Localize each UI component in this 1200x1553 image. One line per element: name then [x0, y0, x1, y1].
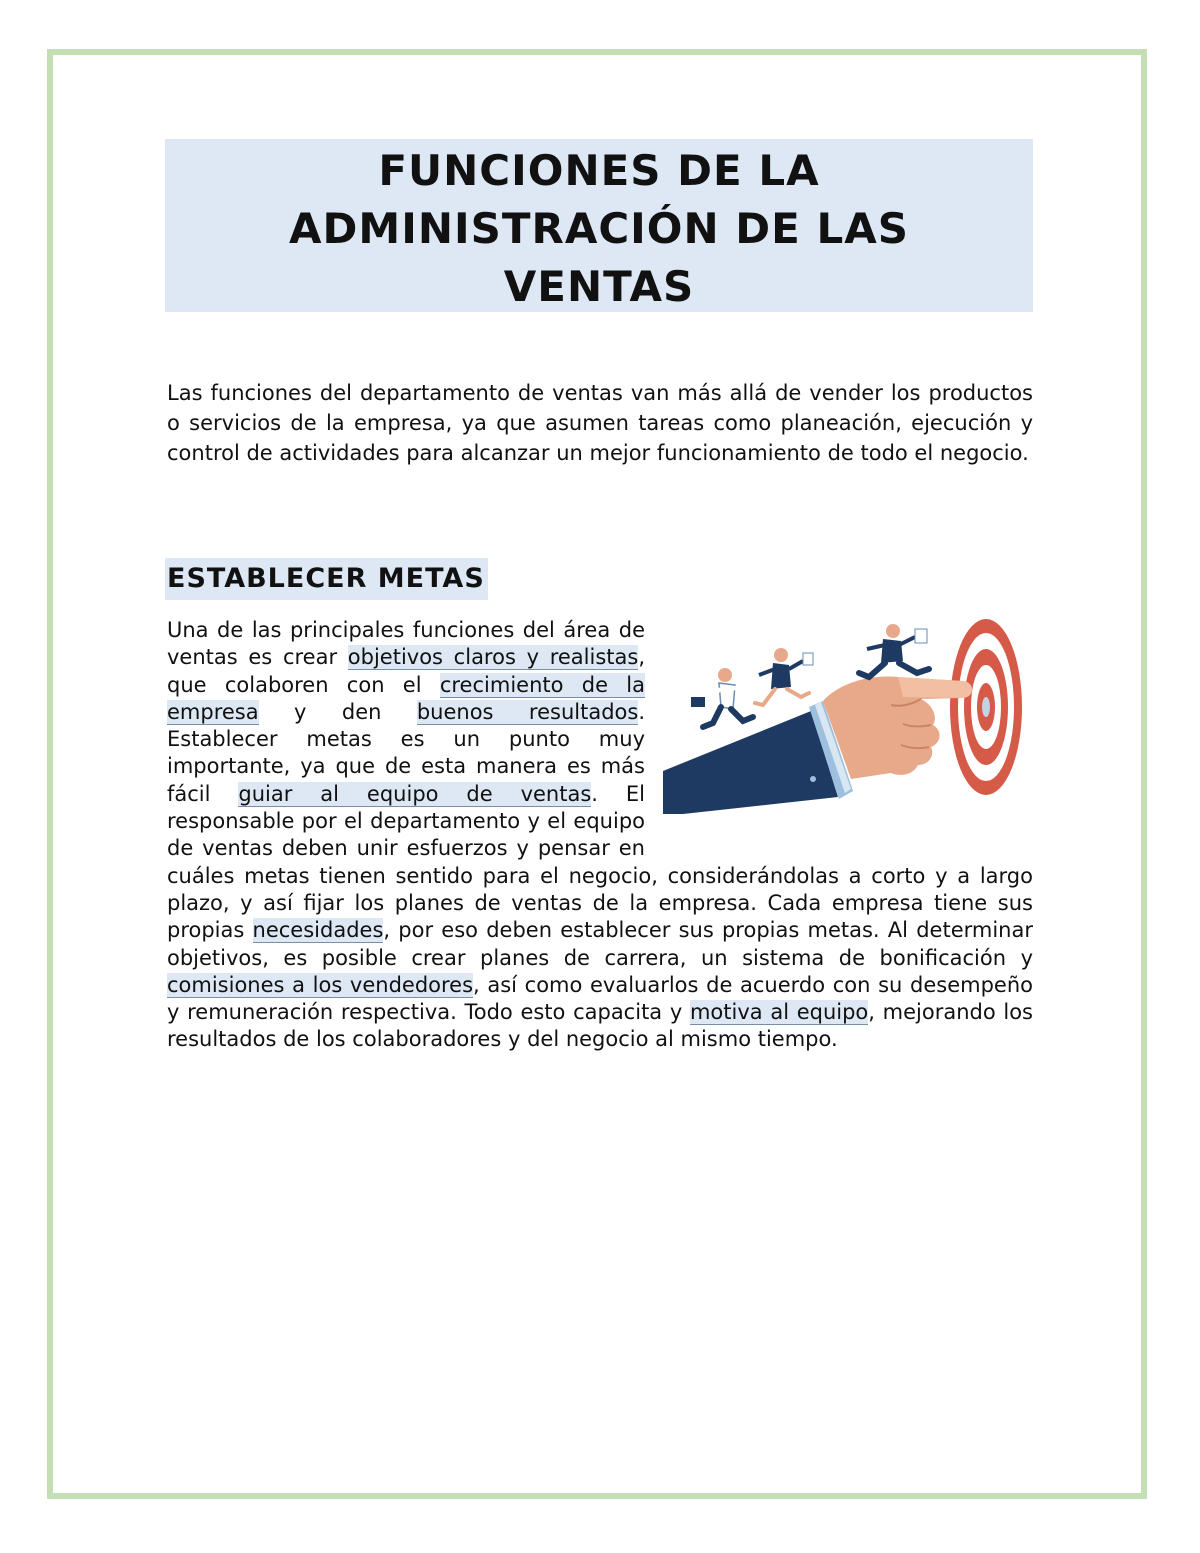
paragraph-segment: , así como evaluarlos de acuerdo con su desempeño y remuneración respectiva. Todo esto capacita y — [167, 972, 1033, 1025]
paragraph-segment: Una de las principales funciones del área de ventas es crear — [167, 618, 645, 670]
pointing-hand-shape — [823, 676, 972, 779]
highlighted-phrase: comisiones a los vendedores — [167, 972, 474, 997]
paragraph-segment: . Establecer metas es un punto muy importante, ya que de esta manera es más fácil — [167, 699, 646, 806]
highlighted-phrase: crecimiento de la empresa — [167, 672, 645, 724]
runner-3-icon — [859, 624, 929, 677]
paragraph-segment: , que colaboren con el — [167, 645, 646, 697]
highlighted-phrase: objetivos claros y realistas — [347, 645, 639, 670]
highlighted-phrase: motiva al equipo — [689, 1000, 869, 1025]
intro-paragraph: Las funciones del departamento de ventas van más allá de vender los productos o servicios de la empresa, ya que asumen tareas como planeación, ejecución y control de actividades para alcanzar un mejor funcionamiento de todo el negocio. — [167, 381, 1033, 465]
runner-1-icon — [691, 668, 753, 727]
target-icon — [950, 619, 1022, 795]
goal-target-hand-illustration — [663, 619, 1033, 834]
paragraph-segment: , por eso deben establecer sus propias metas. Al determinar objetivos, es posible crear planes de carrera, un sistema de bonificación y — [167, 918, 1033, 970]
title-line-3: VENTAS — [503, 262, 695, 311]
title-line-2: ADMINISTRACIÓN DE LAS — [289, 204, 909, 253]
title-box — [165, 139, 1033, 312]
section-heading: ESTABLECER METAS — [165, 558, 488, 600]
paragraph-segment: y den — [258, 699, 417, 724]
runner-2-icon — [755, 648, 813, 705]
highlighted-phrase: necesidades — [252, 918, 384, 943]
sleeve-shape — [663, 701, 853, 814]
highlighted-phrase: guiar al equipo de ventas — [238, 781, 592, 806]
section-body — [167, 617, 1033, 1054]
document-title — [165, 142, 1033, 316]
highlighted-phrase: buenos resultados — [416, 699, 639, 724]
paragraph-segment: , mejorando los resultados de los colaboradores y del negocio al mismo tiempo. — [167, 1000, 1033, 1052]
paragraph-segment: . El responsable por el departamento y el equipo de ventas deben unir esfuerzos y pensar en cuáles metas tienen sentido para el negocio, considerándolas a corto y a largo plazo, y así fijar los planes de ventas de la empresa. Cada empresa tiene sus propias — [167, 781, 1033, 943]
title-line-1: FUNCIONES DE LA — [378, 146, 820, 195]
